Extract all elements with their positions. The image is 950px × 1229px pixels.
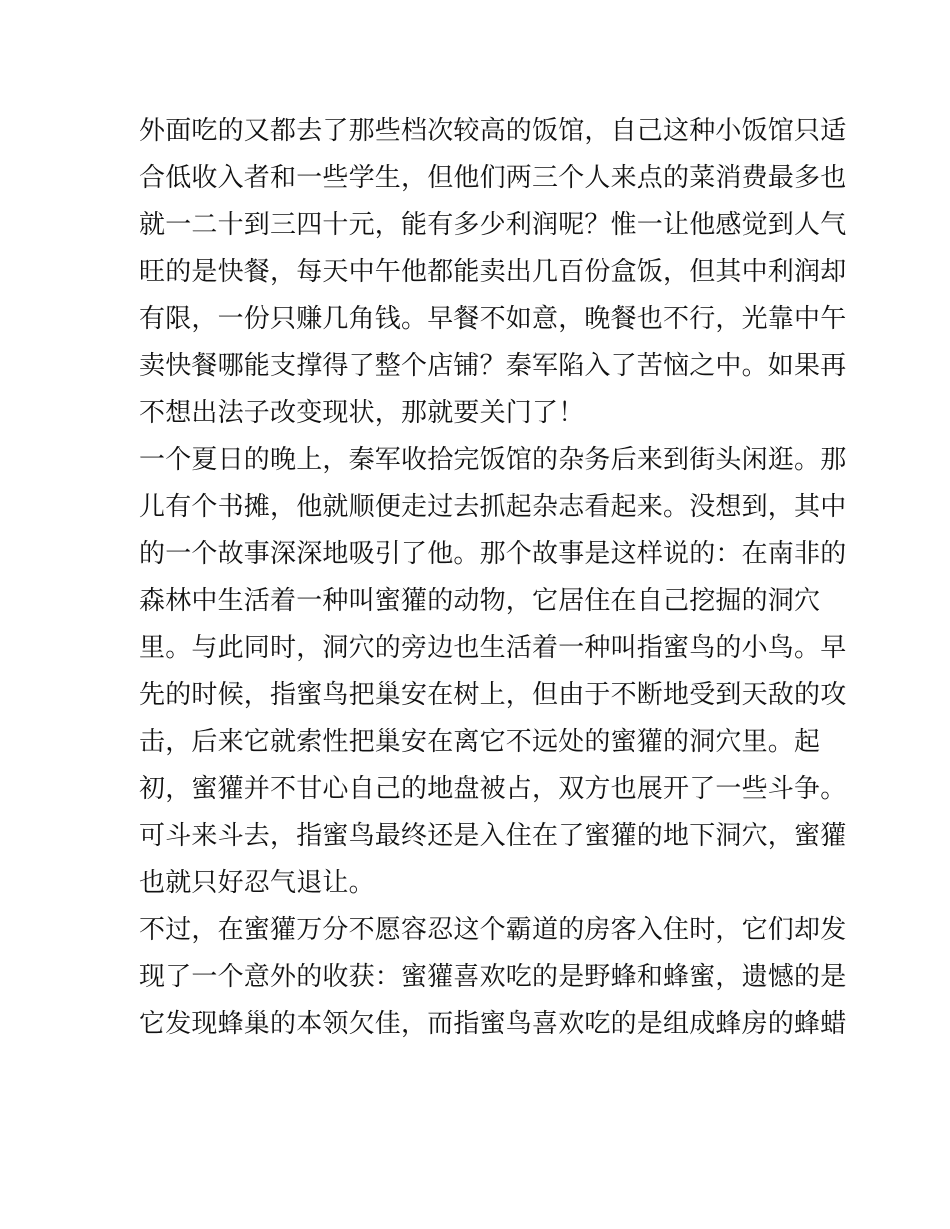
text-line: 就一二十到三四十元，能有多少利润呢？惟一让他感觉到人气	[139, 210, 847, 240]
text-line: 也就只好忍气退让。	[139, 868, 375, 898]
text-line: 有限，一份只赚几角钱。早餐不如意，晚餐也不行，光靠中午	[139, 304, 847, 334]
text-line: 旺的是快餐，每天中午他都能卖出几百份盒饭，但其中利润却	[139, 257, 847, 287]
text-line: 卖快餐哪能支撑得了整个店铺？秦军陷入了苦恼之中。如果再	[139, 351, 847, 381]
text-line: 可斗来斗去，指蜜鸟最终还是入住在了蜜獾的地下洞穴，蜜獾	[139, 821, 847, 851]
text-line: 它发现蜂巢的本领欠佳，而指蜜鸟喜欢吃的是组成蜂房的蜂蜡	[139, 1009, 847, 1039]
text-line: 先的时候，指蜜鸟把巢安在树上，但由于不断地受到天敌的攻	[139, 680, 847, 710]
text-line: 儿有个书摊，他就顺便走过去抓起杂志看起来。没想到，其中	[139, 492, 847, 522]
text-line: 击，后来它就索性把巢安在离它不远处的蜜獾的洞穴里。起	[139, 727, 821, 757]
text-line: 的一个故事深深地吸引了他。那个故事是这样说的：在南非的	[139, 539, 847, 569]
text-line: 森林中生活着一种叫蜜獾的动物，它居住在自己挖掘的洞穴	[139, 586, 821, 616]
text-line: 外面吃的又都去了那些档次较高的饭馆，自己这种小饭馆只适	[139, 116, 847, 146]
text-line: 不过，在蜜獾万分不愿容忍这个霸道的房客入住时，它们却发	[139, 915, 847, 945]
text-line: 合低收入者和一些学生，但他们两三个人来点的菜消费最多也	[139, 163, 847, 193]
text-line: 现了一个意外的收获：蜜獾喜欢吃的是野蜂和蜂蜜，遗憾的是	[139, 962, 847, 992]
text-line: 初，蜜獾并不甘心自己的地盘被占，双方也展开了一些斗争。	[139, 774, 847, 804]
text-line: 一个夏日的晚上，秦军收拾完饭馆的杂务后来到街头闲逛。那	[139, 445, 847, 475]
text-line: 里。与此同时，洞穴的旁边也生活着一种叫指蜜鸟的小鸟。早	[139, 633, 847, 663]
text-line: 不想出法子改变现状，那就要关门了！	[139, 398, 585, 428]
